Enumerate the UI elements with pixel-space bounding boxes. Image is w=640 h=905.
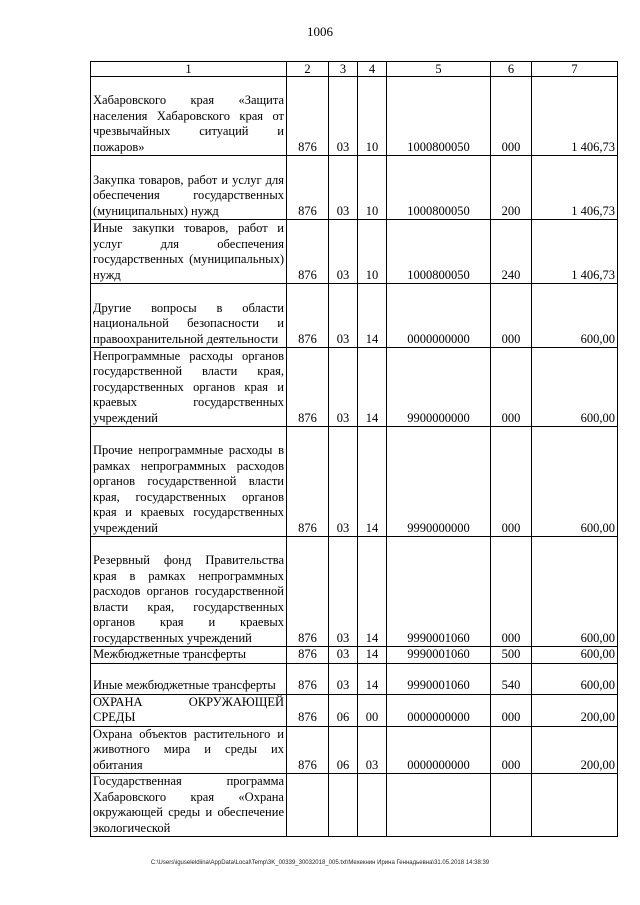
target-article-cell xyxy=(387,774,491,837)
admin-code-cell: 876 xyxy=(287,427,329,537)
admin-code-cell: 876 xyxy=(287,537,329,647)
row-name-cell: Иные межбюджетные трансферты xyxy=(91,663,287,694)
target-article-cell: 9990000000 xyxy=(387,427,491,537)
expense-type-cell: 000 xyxy=(491,537,532,647)
target-article-cell: 0000000000 xyxy=(387,694,491,726)
column-header: 2 xyxy=(287,62,329,77)
target-article-cell: 1000800050 xyxy=(387,156,491,220)
table-row xyxy=(91,156,618,220)
subsection-cell: 10 xyxy=(358,220,387,284)
column-header: 3 xyxy=(329,62,358,77)
subsection-cell: 14 xyxy=(358,284,387,348)
row-name-cell: Прочие непрограммные расходы в рамках непрограммных расходов органов государственной власти края, государственных органов края и краевых государственных учреждений xyxy=(91,427,287,537)
subsection-cell: 10 xyxy=(358,156,387,220)
subsection-cell: 10 xyxy=(358,77,387,156)
section-cell: 03 xyxy=(329,348,358,427)
section-cell: 03 xyxy=(329,77,358,156)
expense-type-cell: 000 xyxy=(491,726,532,774)
amount-cell: 200,00 xyxy=(532,694,618,726)
subsection-cell: 14 xyxy=(358,427,387,537)
column-header: 4 xyxy=(358,62,387,77)
budget-table xyxy=(90,61,618,837)
expense-type-cell: 000 xyxy=(491,284,532,348)
column-header: 6 xyxy=(491,62,532,77)
expense-type-cell: 000 xyxy=(491,348,532,427)
admin-code-cell: 876 xyxy=(287,348,329,427)
section-cell: 03 xyxy=(329,156,358,220)
amount-cell: 600,00 xyxy=(532,348,618,427)
expense-type-cell xyxy=(491,774,532,837)
table-row xyxy=(91,726,618,774)
row-name-cell: Резервный фонд Правительства края в рамках непрограммных расходов органов государственной власти края, государственных органов края и краевых государственных учреждений xyxy=(91,537,287,647)
expense-type-cell: 200 xyxy=(491,156,532,220)
section-cell: 06 xyxy=(329,726,358,774)
table-row xyxy=(91,220,618,284)
target-article-cell: 0000000000 xyxy=(387,726,491,774)
amount-cell: 1 406,73 xyxy=(532,77,618,156)
row-name-cell: Государственная программа Хабаровского края «Охрана окружающей среды и обеспечение экологической xyxy=(91,774,287,837)
target-article-cell: 1000800050 xyxy=(387,77,491,156)
section-cell: 03 xyxy=(329,663,358,694)
column-header: 7 xyxy=(532,62,618,77)
subsection-cell: 14 xyxy=(358,663,387,694)
amount-cell xyxy=(532,774,618,837)
row-name-cell: Другие вопросы в области национальной безопасности и правоохранительной деятельности xyxy=(91,284,287,348)
amount-cell: 600,00 xyxy=(532,284,618,348)
table-row xyxy=(91,774,618,837)
admin-code-cell: 876 xyxy=(287,726,329,774)
table-row xyxy=(91,647,618,664)
table-row xyxy=(91,663,618,694)
target-article-cell: 9990001060 xyxy=(387,663,491,694)
section-cell: 03 xyxy=(329,427,358,537)
row-name-cell: Непрограммные расходы органов государственной власти края, государственных органов края и краевых государственных учреждений xyxy=(91,348,287,427)
subsection-cell: 14 xyxy=(358,348,387,427)
amount-cell: 600,00 xyxy=(532,663,618,694)
table-header-row xyxy=(91,62,618,77)
expense-type-cell: 000 xyxy=(491,694,532,726)
subsection-cell: 14 xyxy=(358,537,387,647)
subsection-cell: 03 xyxy=(358,726,387,774)
column-header: 1 xyxy=(91,62,287,77)
amount-cell: 200,00 xyxy=(532,726,618,774)
admin-code-cell: 876 xyxy=(287,156,329,220)
admin-code-cell: 876 xyxy=(287,284,329,348)
target-article-cell: 0000000000 xyxy=(387,284,491,348)
expense-type-cell: 540 xyxy=(491,663,532,694)
row-name-cell: Закупка товаров, работ и услуг для обеспечения государственных (муниципальных) нужд xyxy=(91,156,287,220)
section-cell: 06 xyxy=(329,694,358,726)
table-row xyxy=(91,284,618,348)
amount-cell: 600,00 xyxy=(532,427,618,537)
row-name-cell: Охрана объектов растительного и животного мира и среды их обитания xyxy=(91,726,287,774)
admin-code-cell: 876 xyxy=(287,694,329,726)
row-name-cell: ОХРАНА ОКРУЖАЮЩЕЙ СРЕДЫ xyxy=(91,694,287,726)
expense-type-cell: 000 xyxy=(491,427,532,537)
target-article-cell: 1000800050 xyxy=(387,220,491,284)
table-row xyxy=(91,537,618,647)
target-article-cell: 9990001060 xyxy=(387,647,491,664)
admin-code-cell xyxy=(287,774,329,837)
target-article-cell: 9990001060 xyxy=(387,537,491,647)
row-name-cell: Иные закупки товаров, работ и услуг для обеспечения государственных (муниципальных) нужд xyxy=(91,220,287,284)
subsection-cell: 00 xyxy=(358,694,387,726)
admin-code-cell: 876 xyxy=(287,220,329,284)
expense-type-cell: 240 xyxy=(491,220,532,284)
amount-cell: 600,00 xyxy=(532,537,618,647)
section-cell xyxy=(329,774,358,837)
admin-code-cell: 876 xyxy=(287,77,329,156)
amount-cell: 600,00 xyxy=(532,647,618,664)
amount-cell: 1 406,73 xyxy=(532,220,618,284)
table-row xyxy=(91,348,618,427)
file-path-footer: C:\Users\iguseleldiina\AppData\Local\Temp\3K_00339_30032018_005.txt\Мехекнин Ирина Геннадьевна\31.05.2018 14:38:39 xyxy=(150,860,490,866)
section-cell: 03 xyxy=(329,537,358,647)
row-name-cell: Межбюджетные трансферты xyxy=(91,647,287,664)
section-cell: 03 xyxy=(329,284,358,348)
target-article-cell: 9900000000 xyxy=(387,348,491,427)
admin-code-cell: 876 xyxy=(287,647,329,664)
amount-cell: 1 406,73 xyxy=(532,156,618,220)
expense-type-cell: 500 xyxy=(491,647,532,664)
subsection-cell xyxy=(358,774,387,837)
admin-code-cell: 876 xyxy=(287,663,329,694)
row-name-cell: Хабаровского края «Защита населения Хабаровского края от чрезвычайных ситуаций и пожаров» xyxy=(91,77,287,156)
page-number: 1006 xyxy=(307,24,333,39)
table-row xyxy=(91,427,618,537)
section-cell: 03 xyxy=(329,647,358,664)
expense-type-cell: 000 xyxy=(491,77,532,156)
column-header: 5 xyxy=(387,62,491,77)
section-cell: 03 xyxy=(329,220,358,284)
table-row xyxy=(91,77,618,156)
table-row xyxy=(91,694,618,726)
subsection-cell: 14 xyxy=(358,647,387,664)
